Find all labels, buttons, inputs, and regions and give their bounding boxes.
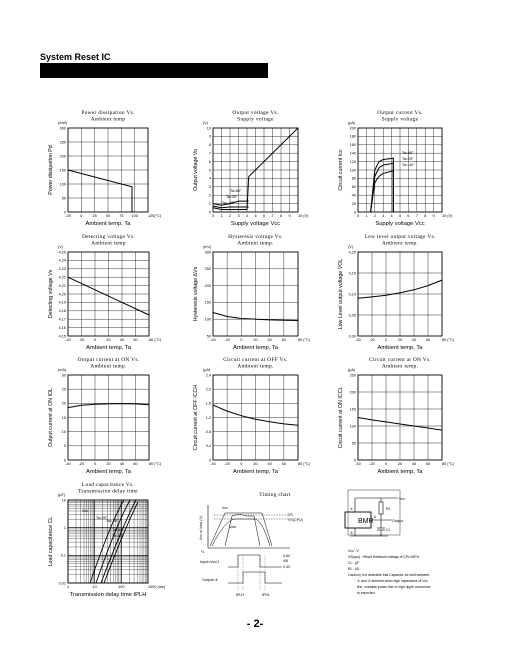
annotation-label: Ta=-40° [402, 163, 415, 167]
y-tick-label: 4,20 [58, 292, 66, 297]
y-tick-label: 2,0 [205, 387, 211, 392]
x-tick-label: -20 [224, 338, 230, 342]
x-tick-label: 60 [425, 338, 431, 342]
x-tick-label: 7 [415, 214, 418, 218]
timing-input: Input=Vcc/1 [200, 560, 220, 564]
y-axis-label: Output voltage Vo [193, 148, 199, 192]
timing-vout: Vout [229, 525, 237, 529]
timing-vsplus: VS(CPU) [288, 518, 303, 522]
y-tick-label: 0 [353, 458, 356, 463]
x-tick-label: 40 [267, 462, 272, 466]
series-line-4 [104, 502, 138, 583]
x-tick-label: 1000 (ms) [148, 585, 166, 589]
x-tick-label: 50 [105, 214, 111, 218]
x-tick-label: 40 [411, 462, 417, 466]
x-tick-label: -20 [78, 338, 85, 342]
y-tick-label: 8 [208, 143, 211, 148]
y-tick-label: 0,15 [348, 271, 356, 276]
x-tick-label: 0 [93, 338, 97, 342]
x-tick-label: 20 [253, 462, 258, 466]
y-unit: (V) [348, 245, 354, 249]
y-tick-label: 4 [208, 176, 211, 181]
chart-title: Supply voltage [237, 116, 274, 123]
x-tick-label: 8 [279, 214, 283, 218]
x-axis-label: Ambient temp, Ta [377, 469, 423, 475]
y-tick-label: 4,18 [58, 309, 66, 314]
x-tick-label: -20 [369, 338, 375, 342]
annotation-label: Ta=85° [230, 189, 242, 193]
annotation-label: Ta=-40° [106, 519, 119, 523]
y-tick-label: 4,21 [58, 283, 66, 288]
y-tick-label: 300 [59, 126, 66, 131]
x-tick-label: 8 [424, 214, 427, 218]
y-unit: (µF) [58, 493, 66, 497]
chart-title: Output voltage Vs. [232, 110, 279, 116]
y-tick-label: 1,6 [205, 401, 211, 406]
y-tick-label: 1 [208, 201, 211, 206]
annotation-label: Ta=25° [402, 157, 414, 161]
y-axis-label: Circuit current at ON ICCL [338, 386, 344, 449]
y-tick-label: 0 [208, 210, 211, 215]
note-line: to expected. [357, 591, 376, 595]
y-tick-label: 0 [208, 458, 211, 463]
y-tick-label: 300 [204, 250, 211, 255]
chart-title: Load capacitance Vs. [81, 482, 135, 488]
y-unit: (µA) [203, 368, 211, 372]
y-tick-label: 0 [63, 458, 66, 463]
timing-ylabel: Vcc or Vout (V) [199, 515, 203, 541]
y-axis-label: Circuit current Icc [338, 149, 344, 191]
circuit-vcc: Vcc [399, 497, 405, 501]
x-axis-label: Ambient temp, Ta [85, 345, 132, 351]
y-tick-label: 0,20 [348, 250, 356, 255]
x-tick-label: 80 (°C) [298, 462, 311, 466]
x-tick-label: 0 [356, 214, 360, 218]
pin-1: ① [350, 507, 354, 511]
x-tick-label: 9 [288, 214, 291, 218]
x-tick-label: 20 [253, 338, 258, 342]
timing-v3: 0,4V [283, 565, 291, 569]
x-tick-label: -25 [65, 214, 71, 218]
x-tick-label: -20 [224, 462, 230, 466]
y-tick-label: 180 [349, 134, 356, 139]
x-axis-label: Ambient temp, Ta [232, 345, 279, 351]
y-axis-label: Low Level output voltage VOL [338, 258, 344, 330]
x-tick-label: 3 [382, 214, 385, 218]
y-tick-label: 10 [61, 429, 66, 434]
annotation-label: Ta=85° [112, 528, 124, 532]
circuit-output: Output [392, 519, 403, 523]
x-tick-label: 1 [66, 585, 70, 589]
circuit-rl: RL [386, 507, 391, 511]
x-axis-label: Ambient temp, Ta [377, 345, 423, 351]
y-tick-label: 3 [208, 185, 211, 190]
x-tick-label: 2 [228, 214, 232, 218]
page-number: - 2- [246, 618, 264, 630]
y-tick-label: 1,2 [205, 415, 211, 420]
x-tick-label: 80 (°C) [149, 462, 162, 466]
x-tick-label: 7 [271, 214, 274, 218]
chart-2 [193, 110, 309, 227]
y-tick-label: 4,17 [58, 317, 66, 322]
x-tick-label: 5 [254, 214, 257, 218]
x-tick-label: 80 (°C) [442, 462, 455, 466]
y-tick-label: 200 [59, 154, 66, 159]
x-tick-label: 40 [267, 338, 272, 342]
chart-title: Low level output voltage Vs. [364, 234, 436, 240]
timing-tphl: tPHL [262, 593, 270, 597]
x-tick-label: 40 [119, 462, 125, 466]
x-axis-label: Supply voltage Vcc [230, 221, 281, 227]
y-tick-label: 2,4 [205, 373, 211, 378]
y-axis-label: Circuit current at OFF ICCH [193, 384, 199, 451]
x-axis-label: Transmission delay time tPLH [69, 592, 147, 598]
chart-title: Power dissipation Vs. [81, 110, 135, 116]
chart-title: Output current at ON Vs. [77, 357, 140, 363]
timing-chart [199, 492, 303, 597]
y-tick-label: 5 [63, 444, 66, 449]
chart-title: Circuit current at ON Vs. [368, 357, 432, 363]
y-unit: (µA) [348, 121, 356, 125]
y-unit: (µA) [348, 368, 356, 372]
chart-3 [338, 110, 453, 227]
chart-7 [48, 357, 162, 475]
series-line-1 [90, 500, 124, 583]
y-tick-label: 250 [204, 267, 211, 272]
y-tick-label: 4,15 [58, 334, 66, 339]
chart-title: Circuit current at OFF Vs. [223, 357, 288, 363]
y-tick-label: 2 [208, 193, 211, 198]
ic-label: BMR [358, 518, 374, 525]
x-tick-label: -40 [355, 338, 361, 342]
y-tick-label: 50 [206, 334, 211, 339]
y-axis-label: Power dissipation Pd [48, 145, 54, 195]
y-tick-label: 60 [351, 185, 356, 190]
timing-vs: VS [288, 513, 293, 517]
x-tick-label: 20 [106, 338, 111, 342]
x-tick-label: 0 [93, 462, 97, 466]
y-tick-label: 140 [349, 151, 356, 156]
x-tick-label: 75 [119, 214, 124, 218]
y-tick-label: 6 [208, 159, 211, 164]
x-tick-label: 6 [407, 214, 410, 218]
x-tick-label: 60 [281, 462, 286, 466]
pin-3: ③ [373, 515, 377, 519]
y-tick-label: 120 [349, 159, 356, 164]
y-tick-label: 150 [349, 407, 356, 412]
x-tick-label: 60 [133, 338, 138, 342]
timing-output: Output=③ [202, 578, 219, 582]
x-tick-label: 0 [384, 462, 388, 466]
y-tick-label: 100 [59, 182, 66, 187]
y-tick-label: 100 [204, 317, 211, 322]
y-tick-label: 7 [208, 151, 211, 156]
annotation-label: Ta=25° [226, 195, 238, 199]
y-tick-label: 250 [59, 140, 66, 145]
pin-2: ② [350, 531, 354, 535]
x-tick-label: 60 [281, 338, 286, 342]
series-line-3 [101, 500, 136, 583]
section-title: System Reset IC [40, 52, 111, 62]
y-tick-label: 250 [349, 373, 356, 378]
y-unit: (mV) [203, 245, 212, 249]
chart-6 [338, 234, 455, 351]
y-tick-label: 150 [59, 168, 66, 173]
y-tick-label: 4,23 [58, 267, 66, 272]
y-tick-label: 5 [208, 168, 211, 173]
note-line: Vcc : V [348, 549, 359, 553]
x-axis-label: Supply voltage Vcc [375, 221, 425, 227]
series-line-1 [68, 170, 132, 212]
annotation-label: Ta=-40° [222, 201, 235, 205]
annotation-label: Ta=25° [96, 516, 108, 520]
chart-4 [48, 234, 162, 351]
y-tick-label: 4,22 [58, 275, 66, 280]
y-tick-label: 80 [351, 176, 356, 181]
series-line-2 [96, 500, 130, 583]
y-tick-label: 200 [349, 126, 356, 131]
x-tick-label: 2 [373, 214, 376, 218]
timing-v2: 4/6 [283, 559, 288, 563]
y-tick-label: 25 [61, 387, 66, 392]
y-tick-label: 0,1 [60, 553, 66, 558]
y-tick-label: 1 [63, 525, 66, 530]
x-tick-label: 3 [237, 214, 240, 218]
x-tick-label: 20 [397, 462, 403, 466]
annotation-label: Ta=85° [402, 151, 414, 155]
x-tick-label: 1 [220, 214, 223, 218]
timing-pulses [228, 555, 282, 583]
y-tick-label: 100 [349, 424, 356, 429]
timing-curves [210, 513, 272, 546]
y-tick-label: 100 [349, 168, 356, 173]
y-tick-label: 0 [63, 210, 66, 215]
x-tick-label: 0 [384, 338, 388, 342]
x-tick-label: -20 [78, 462, 85, 466]
y-tick-label: 9 [208, 134, 211, 139]
y-unit: (mA) [58, 368, 67, 372]
y-tick-label: 20 [351, 201, 356, 206]
x-tick-label: 80 (°C) [442, 338, 455, 342]
x-tick-label: 5 [398, 214, 402, 218]
x-tick-label: 125(°C) [148, 214, 162, 218]
x-tick-label: 9 [432, 214, 435, 218]
chart-5 [193, 234, 311, 351]
y-tick-label: 160 [349, 143, 356, 148]
chart-8 [193, 357, 311, 475]
note-line: RL : kΩ [348, 567, 360, 571]
note-line: CL : µF [348, 561, 360, 565]
chart-title: Ambient temp [90, 116, 126, 123]
y-unit: (mW) [58, 121, 68, 125]
y-tick-label: 4,16 [58, 325, 66, 330]
timing-tplh: tPLH [236, 593, 244, 597]
chart-title: Ambient temp. [237, 363, 274, 370]
y-tick-label: 20 [61, 401, 66, 406]
timing-note1: *1 [201, 550, 205, 554]
x-tick-label: 40 [411, 338, 417, 342]
x-tick-label: 25 [92, 214, 97, 218]
chart-9 [338, 357, 455, 475]
x-axis-label: Ambient temp, Ta [85, 221, 131, 227]
note-line: VS(cpu) : Reset threshold voltage of CPU,MPU [348, 555, 420, 559]
plot-frame [68, 500, 148, 583]
x-tick-label: 20 [106, 462, 111, 466]
y-tick-label: 0 [353, 210, 356, 215]
y-unit: (V) [203, 121, 209, 125]
chart-title: Ambient temp. [381, 240, 419, 247]
x-tick-label: 0 [80, 214, 83, 218]
y-axis-label: Output current at ON IOL [48, 387, 54, 448]
y-tick-label: 150 [204, 300, 211, 305]
x-tick-label: 4 [245, 214, 249, 218]
x-tick-label: 80 (°C) [298, 338, 311, 342]
note-line: line, unstable power line or high ripple occurence [357, 585, 431, 589]
rl-resistor [379, 502, 383, 514]
circuit-diagram [345, 490, 431, 595]
timing-vcc: Vcc [222, 506, 228, 510]
x-tick-label: 0 [211, 214, 215, 218]
y-tick-label: 0,00 [348, 334, 356, 339]
x-tick-label: 60 [133, 462, 138, 466]
timing-v1: 4,6V [283, 554, 291, 558]
chart-1 [48, 110, 162, 227]
y-axis-label: Detecting voltage Vs [48, 269, 54, 319]
note-line: Caution) It is desirable that Capacitor be built between [348, 573, 430, 577]
x-tick-label: 60 [425, 462, 431, 466]
y-tick-label: 0,8 [205, 429, 211, 434]
annotation-label: Ta=25° [112, 534, 124, 538]
chart-10 [48, 482, 166, 598]
x-tick-label: 80 (°C) [149, 338, 162, 342]
x-tick-label: -40 [210, 338, 216, 342]
x-tick-label: 6 [262, 214, 266, 218]
y-tick-label: 4,19 [58, 300, 66, 305]
y-tick-label: 0,10 [348, 292, 356, 297]
y-tick-label: 10 [61, 498, 66, 503]
x-tick-label: 10 (V) [442, 214, 453, 218]
x-tick-label: -20 [369, 462, 375, 466]
y-axis-label: Load capacitance CL [48, 516, 54, 567]
circuit-cl: CL [386, 528, 391, 532]
series-line-2 [213, 206, 249, 208]
y-tick-label: 30 [61, 373, 66, 378]
chart-title: Ambient temp. [90, 363, 127, 370]
chart-title: Ambient temp. [381, 363, 419, 370]
y-tick-label: 4,24 [58, 258, 66, 263]
note-line: ① and ② terminal when high impedance of Vcc [357, 579, 428, 583]
x-tick-label: 0 [240, 462, 243, 466]
y-tick-label: 40 [351, 193, 356, 198]
y-tick-label: 4,25 [58, 250, 66, 255]
x-tick-label: 100 [131, 214, 138, 218]
x-tick-label: 4 [390, 214, 393, 218]
x-tick-label: -40 [355, 462, 361, 466]
chart-title: Ambient temp. [237, 240, 274, 247]
circuit-notes [348, 549, 431, 595]
y-tick-label: 50 [61, 196, 66, 201]
y-tick-label: 0,4 [205, 444, 211, 449]
y-tick-label: 10 [206, 126, 211, 131]
y-tick-label: 0,05 [348, 313, 356, 318]
x-tick-label: 0 [240, 338, 243, 342]
y-unit: (V) [58, 245, 64, 249]
x-tick-label: -40 [210, 462, 216, 466]
y-tick-label: 50 [351, 441, 356, 446]
x-tick-label: -40 [65, 338, 71, 342]
x-tick-label: 1 [365, 214, 368, 218]
x-tick-label: -40 [65, 462, 71, 466]
chart-title: Supply voltage [381, 116, 419, 123]
x-tick-label: 100 [118, 585, 125, 589]
y-tick-label: 0,01 [58, 581, 66, 586]
y-axis-label: Hysteresis voltage ΔVs [193, 266, 199, 322]
y-tick-label: 15 [61, 415, 66, 420]
x-tick-label: 10 (V) [298, 214, 309, 218]
timing-title: Timing chart [259, 492, 291, 498]
annotation-label: Vcc [82, 509, 88, 513]
x-axis-label: Ambient temp, Ta [232, 469, 279, 475]
chart-title: Ambient temp [91, 240, 126, 247]
x-tick-label: 40 [119, 338, 125, 342]
y-tick-label: 200 [204, 283, 211, 288]
x-axis-label: Ambient temp, Ta [85, 469, 132, 475]
y-tick-label: 200 [349, 390, 356, 395]
chart-title: Output current Vs. [377, 110, 423, 116]
chart-title: Transmission delay time [78, 488, 138, 495]
chart-title: Detecting voltage Vs. [81, 234, 136, 240]
chart-title: Hysteresis voltage Vs. [228, 234, 283, 240]
x-tick-label: 10 [92, 585, 97, 589]
x-tick-label: 20 [397, 338, 403, 342]
